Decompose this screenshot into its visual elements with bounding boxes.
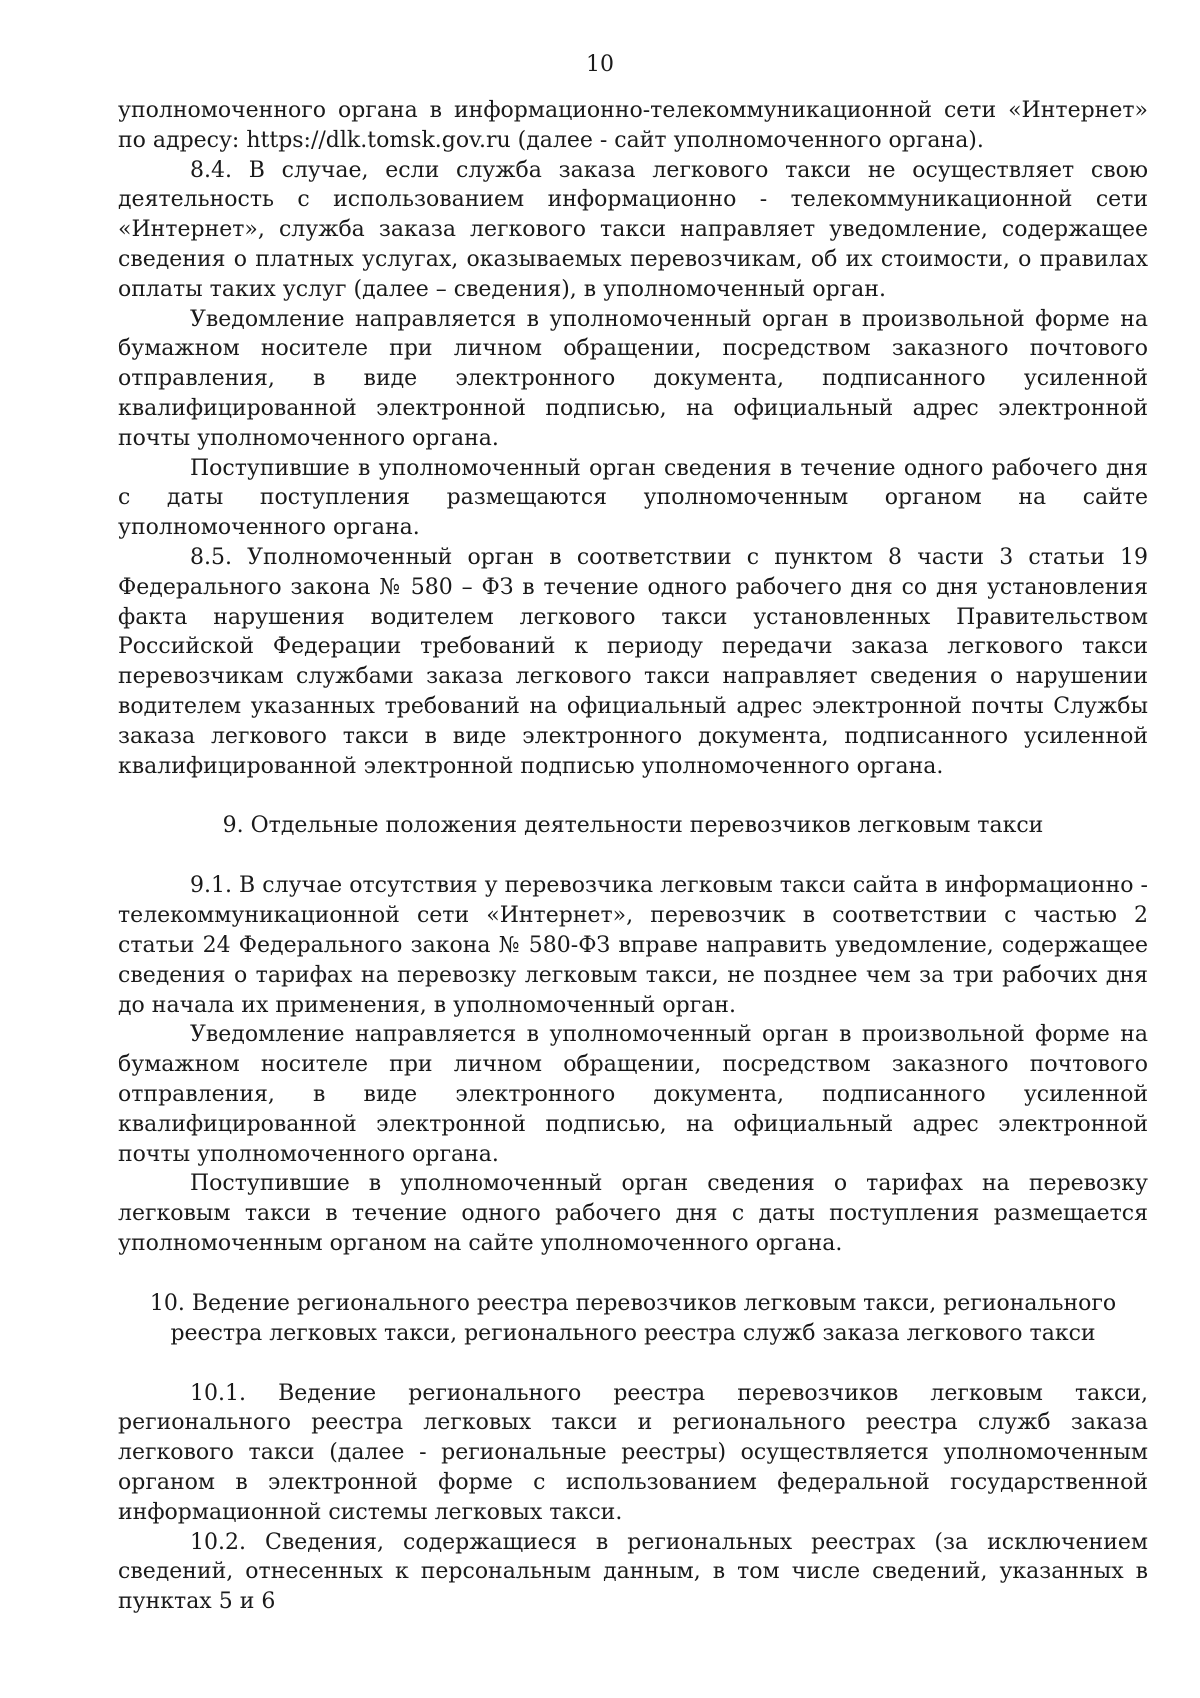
section-9-heading: 9. Отдельные положения деятельности перевозчиков легковым такси: [222, 813, 1044, 839]
paragraph-8-4: 8.4. В случае, если служба заказа легкового такси не осуществляет свою деятельность с использованием информационно - телекоммуникационной сети «Интернет», служба заказа легкового такси направляет уведомление, содержащее сведения о платных услугах, оказываемых перевозчикам, об их стоимости, о правилах оплаты таких услуг (далее – сведения), в уполномоченный орган.: [118, 157, 1148, 302]
paragraph-8-4-notification: Уведомление направляется в уполномоченный орган в произвольной форме на бумажном носителе при личном обращении, посредством заказного почтового отправления, в виде электронного документа, подписанного усиленной квалифицированной электронной подписью, на официальный адрес электронной почты уполномоченного органа.: [118, 306, 1148, 451]
paragraph-10-2: 10.2. Сведения, содержащиеся в региональных реестрах (за исключением сведений, отнесенных к персональным данным, в том числе сведений, указанных в пунктах 5 и 6: [118, 1529, 1148, 1615]
page-number: 10: [586, 52, 614, 77]
section-10-heading: 10. Ведение регионального реестра перевозчиков легковым такси, регионального реестра легковых такси, регионального реестра служб заказа легкового такси: [149, 1290, 1117, 1346]
paragraph-continuation: уполномоченного органа в информационно-телекоммуникационной сети «Интернет» по адресу: https://dlk.tomsk.gov.ru (далее - сайт уполномоченного органа).: [118, 98, 1148, 153]
paragraph-9-1: 9.1. В случае отсутствия у перевозчика легковым такси сайта в информационно - телекоммуникационной сети «Интернет», перевозчик в соответствии с частью 2 статьи 24 Федерального закона № 580-ФЗ вправе направить уведомление, содержащее сведения о тарифах на перевозку легковым такси, не позднее чем за три рабочих дня до начала их применения, в уполномоченный орган.: [118, 873, 1148, 1018]
paragraph-9-1-publication: Поступившие в уполномоченный орган сведения о тарифах на перевозку легковым такси в течение одного рабочего дня с даты поступления размещается уполномоченным органом на сайте уполномоченного органа.: [118, 1171, 1148, 1256]
paragraph-9-1-notification: Уведомление направляется в уполномоченный орган в произвольной форме на бумажном носителе при личном обращении, посредством заказного почтового отправления, в виде электронного документа, подписанного усиленной квалифицированной электронной подписью, на официальный адрес электронной почты уполномоченного органа.: [118, 1022, 1148, 1167]
paragraph-8-4-publication: Поступившие в уполномоченный орган сведения в течение одного рабочего дня с даты поступления размещаются уполномоченным органом на сайте уполномоченного органа.: [118, 455, 1148, 541]
document-body: [118, 96, 1148, 1617]
paragraph-10-1: 10.1. Ведение регионального реестра перевозчиков легковым такси, регионального реестра легковых такси и регионального реестра служб заказа легкового такси (далее - региональные реестры) осуществляется уполномоченным органом в электронной форме с использованием федеральной государственной информационной системы легковых такси.: [118, 1380, 1148, 1525]
paragraph-8-5: 8.5. Уполномоченный орган в соответствии с пунктом 8 части 3 статьи 19 Федерального закона № 580 – ФЗ в течение одного рабочего дня со дня установления факта нарушения водителем легкового такси установленных Правительством Российской Федерации требований к периоду передачи заказа легкового такси перевозчикам службами заказа легкового такси направляет сведения о нарушении водителем указанных требований на официальный адрес электронной почты Службы заказа легкового такси в виде электронного документа, подписанного усиленной квалифицированной электронной подписью уполномоченного органа.: [118, 544, 1148, 779]
